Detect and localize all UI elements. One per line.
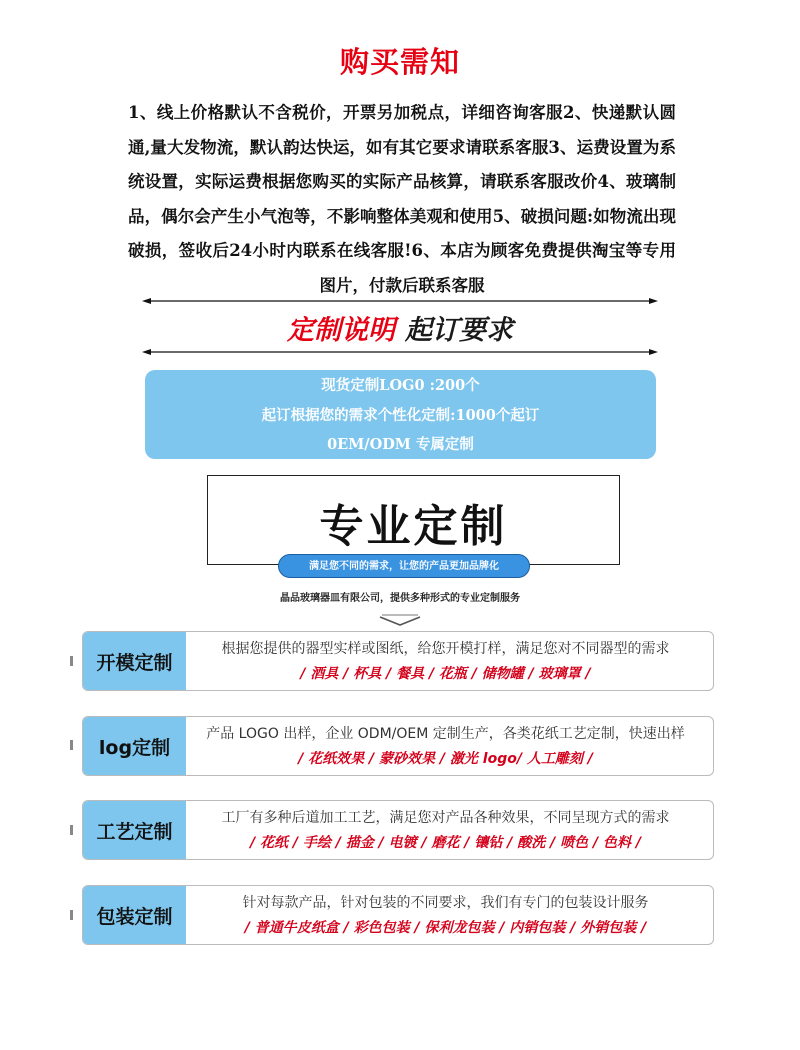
card-label: log定制 <box>83 717 186 775</box>
min-order-line-2: 起订根据您的需求个性化定制:1000个起订 <box>261 406 540 424</box>
page-title: 购买需知 <box>339 45 460 79</box>
divider-arrow-bottom <box>142 347 658 357</box>
min-order-line-1: 现货定制LOG0 :200个 <box>321 377 480 394</box>
min-order-line-3: 0EM/ODM 专属定制 <box>327 436 474 453</box>
purchase-notice-text: 1、线上价格默认不含税价，开票另加税点，详细咨询客服2、快递默认圆通,量大发物流，默认韵达快运，如有其它要求请联系客服3、运费设置为系统设置，实际运费根据您购买的实际产品核算，请联系客服改价4、玻璃制品，偶尔会产生小气泡等，不影响整体美观和使用5、破损问题:如物流出现破损，签收后24小时内联系在线客服!6、本店为顾客免费提供淘宝等专用图片，付款后联系客服 <box>128 103 676 295</box>
professional-box <box>207 475 620 565</box>
service-card-packaging <box>82 885 714 945</box>
card-tags: / 花纸 / 手绘 / 描金 / 电镀 / 磨花 / 镶钻 / 酸洗 / 喷色 / 色料 / <box>250 835 641 851</box>
service-card-mold <box>82 631 714 691</box>
service-card-craft <box>82 800 714 860</box>
bullet-mark <box>70 825 73 835</box>
card-tags: / 花纸效果 / 蒙砂效果 / 激光 logo/ 人工雕刻 / <box>298 751 593 767</box>
card-label: 开模定制 <box>83 632 186 690</box>
divider-arrow-top <box>142 296 658 306</box>
card-label: 包装定制 <box>83 886 186 944</box>
bullet-mark <box>70 740 73 750</box>
card-label: 工艺定制 <box>83 801 186 859</box>
card-tags: / 普通牛皮纸盒 / 彩色包装 / 保利龙包装 / 内销包装 / 外销包装 / <box>244 920 647 936</box>
card-description: 工厂有多种后道加工工艺，满足您对产品各种效果，不同呈现方式的需求 <box>221 810 670 826</box>
chevron-down-icon <box>378 613 422 632</box>
professional-title: 专业定制 <box>319 501 508 552</box>
customization-title: 定制说明 <box>287 315 395 346</box>
min-order-title: 起订要求 <box>405 315 513 346</box>
customization-heading <box>0 308 800 347</box>
card-description: 根据您提供的器型实样或图纸，给您开模打样，满足您对不同器型的需求 <box>221 641 670 657</box>
service-card-logo <box>82 716 714 776</box>
bullet-mark <box>70 656 73 666</box>
company-line: 晶品玻璃器皿有限公司，提供多种形式的专业定制服务 <box>280 593 520 604</box>
min-order-box <box>145 370 656 459</box>
card-description: 产品 LOGO 出样，企业 ODM/OEM 定制生产，各类花纸工艺定制，快速出样 <box>206 726 685 742</box>
card-tags: / 酒具 / 杯具 / 餐具 / 花瓶 / 储物罐 / 玻璃罩 / <box>300 666 591 682</box>
professional-slogan-pill: 满足您不同的需求，让您的产品更加品牌化 <box>278 554 530 578</box>
card-description: 针对每款产品，针对包装的不同要求，我们有专门的包装设计服务 <box>242 895 649 911</box>
bullet-mark <box>70 910 73 920</box>
